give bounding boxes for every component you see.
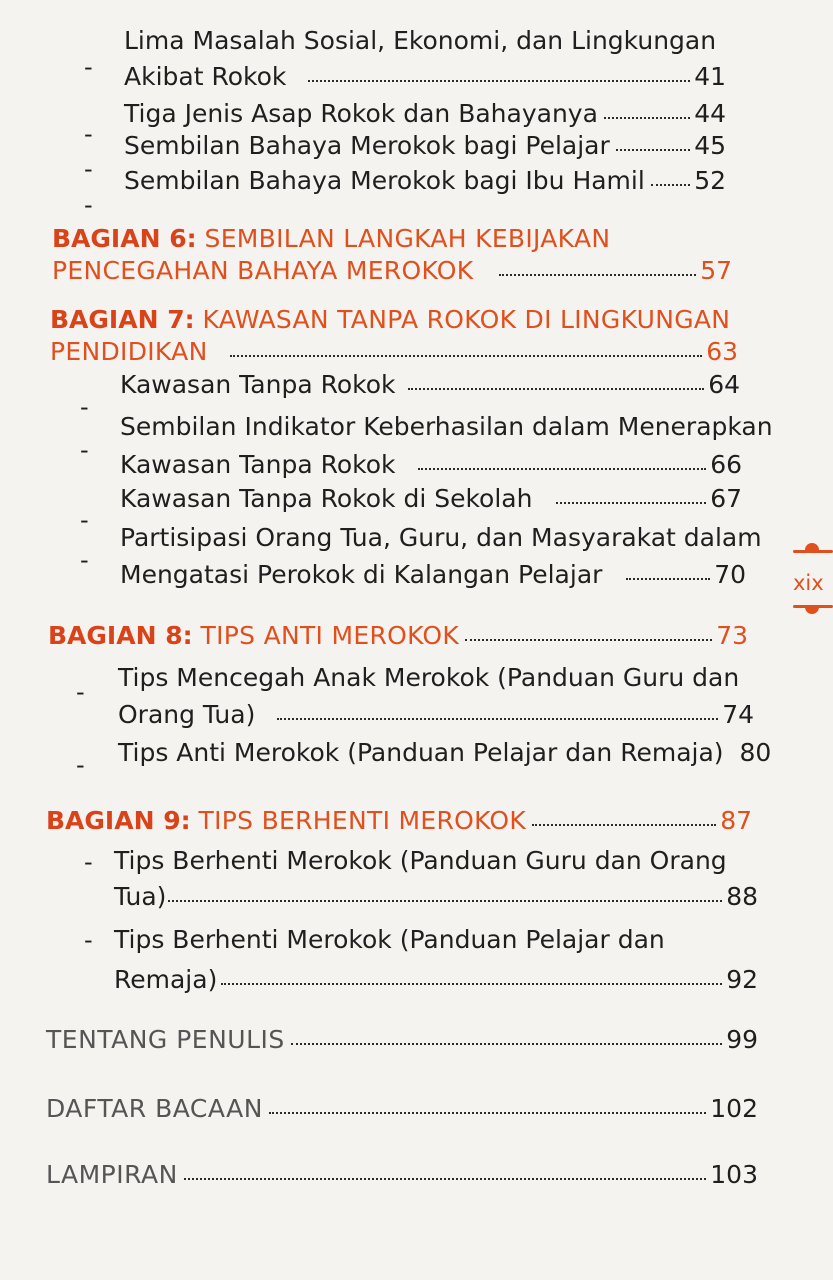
bullet: - — [84, 191, 93, 219]
toc-item: Kawasan Tanpa Rokok 64 — [120, 370, 740, 399]
toc-item-line1: Partisipasi Orang Tua, Guru, dan Masyarakat dalam — [120, 523, 762, 552]
toc-item: Tua) 88 — [114, 882, 758, 911]
toc-item: Orang Tua) 74 — [118, 700, 754, 729]
page-number: xix — [793, 571, 824, 595]
toc-item: Sembilan Bahaya Merokok bagi Ibu Hamil 52 — [124, 166, 726, 195]
toc-item: Kawasan Tanpa Rokok 66 — [120, 450, 742, 479]
bullet: - — [84, 848, 93, 876]
toc-item-daftar-bacaan: DAFTAR BACAAN 102 — [46, 1094, 758, 1123]
toc-item: Tips Anti Merokok (Panduan Pelajar dan Remaja) 80 — [118, 738, 772, 767]
bullet: - — [80, 393, 89, 421]
toc-item-line1: Lima Masalah Sosial, Ekonomi, dan Lingkungan — [124, 26, 717, 55]
section-heading-line2: PENCEGAHAN BAHAYA MEROKOK 57 — [52, 256, 732, 285]
toc-item: Tiga Jenis Asap Rokok dan Bahayanya 44 — [124, 99, 726, 128]
toc-item-lampiran: LAMPIRAN 103 — [46, 1160, 758, 1189]
bullet: - — [84, 120, 93, 148]
toc-item-line1: Tips Berhenti Merokok (Panduan Pelajar dan — [114, 925, 665, 954]
section-heading: BAGIAN 6: SEMBILAN LANGKAH KEBIJAKAN — [52, 224, 611, 253]
page-number-tab — [793, 543, 833, 613]
bullet: - — [84, 926, 93, 954]
bullet: - — [76, 751, 85, 779]
bullet: - — [84, 53, 93, 81]
toc-item-tentang-penulis: TENTANG PENULIS 99 — [46, 1025, 758, 1054]
bullet: - — [76, 678, 85, 706]
bullet: - — [80, 546, 89, 574]
bullet: - — [84, 155, 93, 183]
section-heading-line2: PENDIDIKAN 63 — [50, 337, 738, 366]
toc-item: Mengatasi Perokok di Kalangan Pelajar 70 — [120, 560, 746, 589]
toc-item: Akibat Rokok 41 — [124, 62, 726, 91]
tab-marker-bottom — [805, 606, 819, 614]
toc-item: Remaja) 92 — [114, 965, 758, 994]
toc-item: Kawasan Tanpa Rokok di Sekolah 67 — [120, 484, 742, 513]
bullet: - — [80, 436, 89, 464]
section-heading: BAGIAN 9: TIPS BERHENTI MEROKOK 87 — [46, 806, 752, 835]
section-heading: BAGIAN 8: TIPS ANTI MEROKOK 73 — [48, 621, 748, 650]
bullet: - — [80, 506, 89, 534]
toc-item: Sembilan Bahaya Merokok bagi Pelajar 45 — [124, 131, 726, 160]
toc-item-line1: Sembilan Indikator Keberhasilan dalam Menerapkan — [120, 412, 773, 441]
tab-rule-top — [793, 550, 833, 553]
toc-item-line1: Tips Mencegah Anak Merokok (Panduan Guru dan — [118, 663, 740, 692]
toc-item-line1: Tips Berhenti Merokok (Panduan Guru dan Orang — [114, 846, 727, 875]
section-heading: BAGIAN 7: KAWASAN TANPA ROKOK DI LINGKUNGAN — [50, 305, 731, 334]
